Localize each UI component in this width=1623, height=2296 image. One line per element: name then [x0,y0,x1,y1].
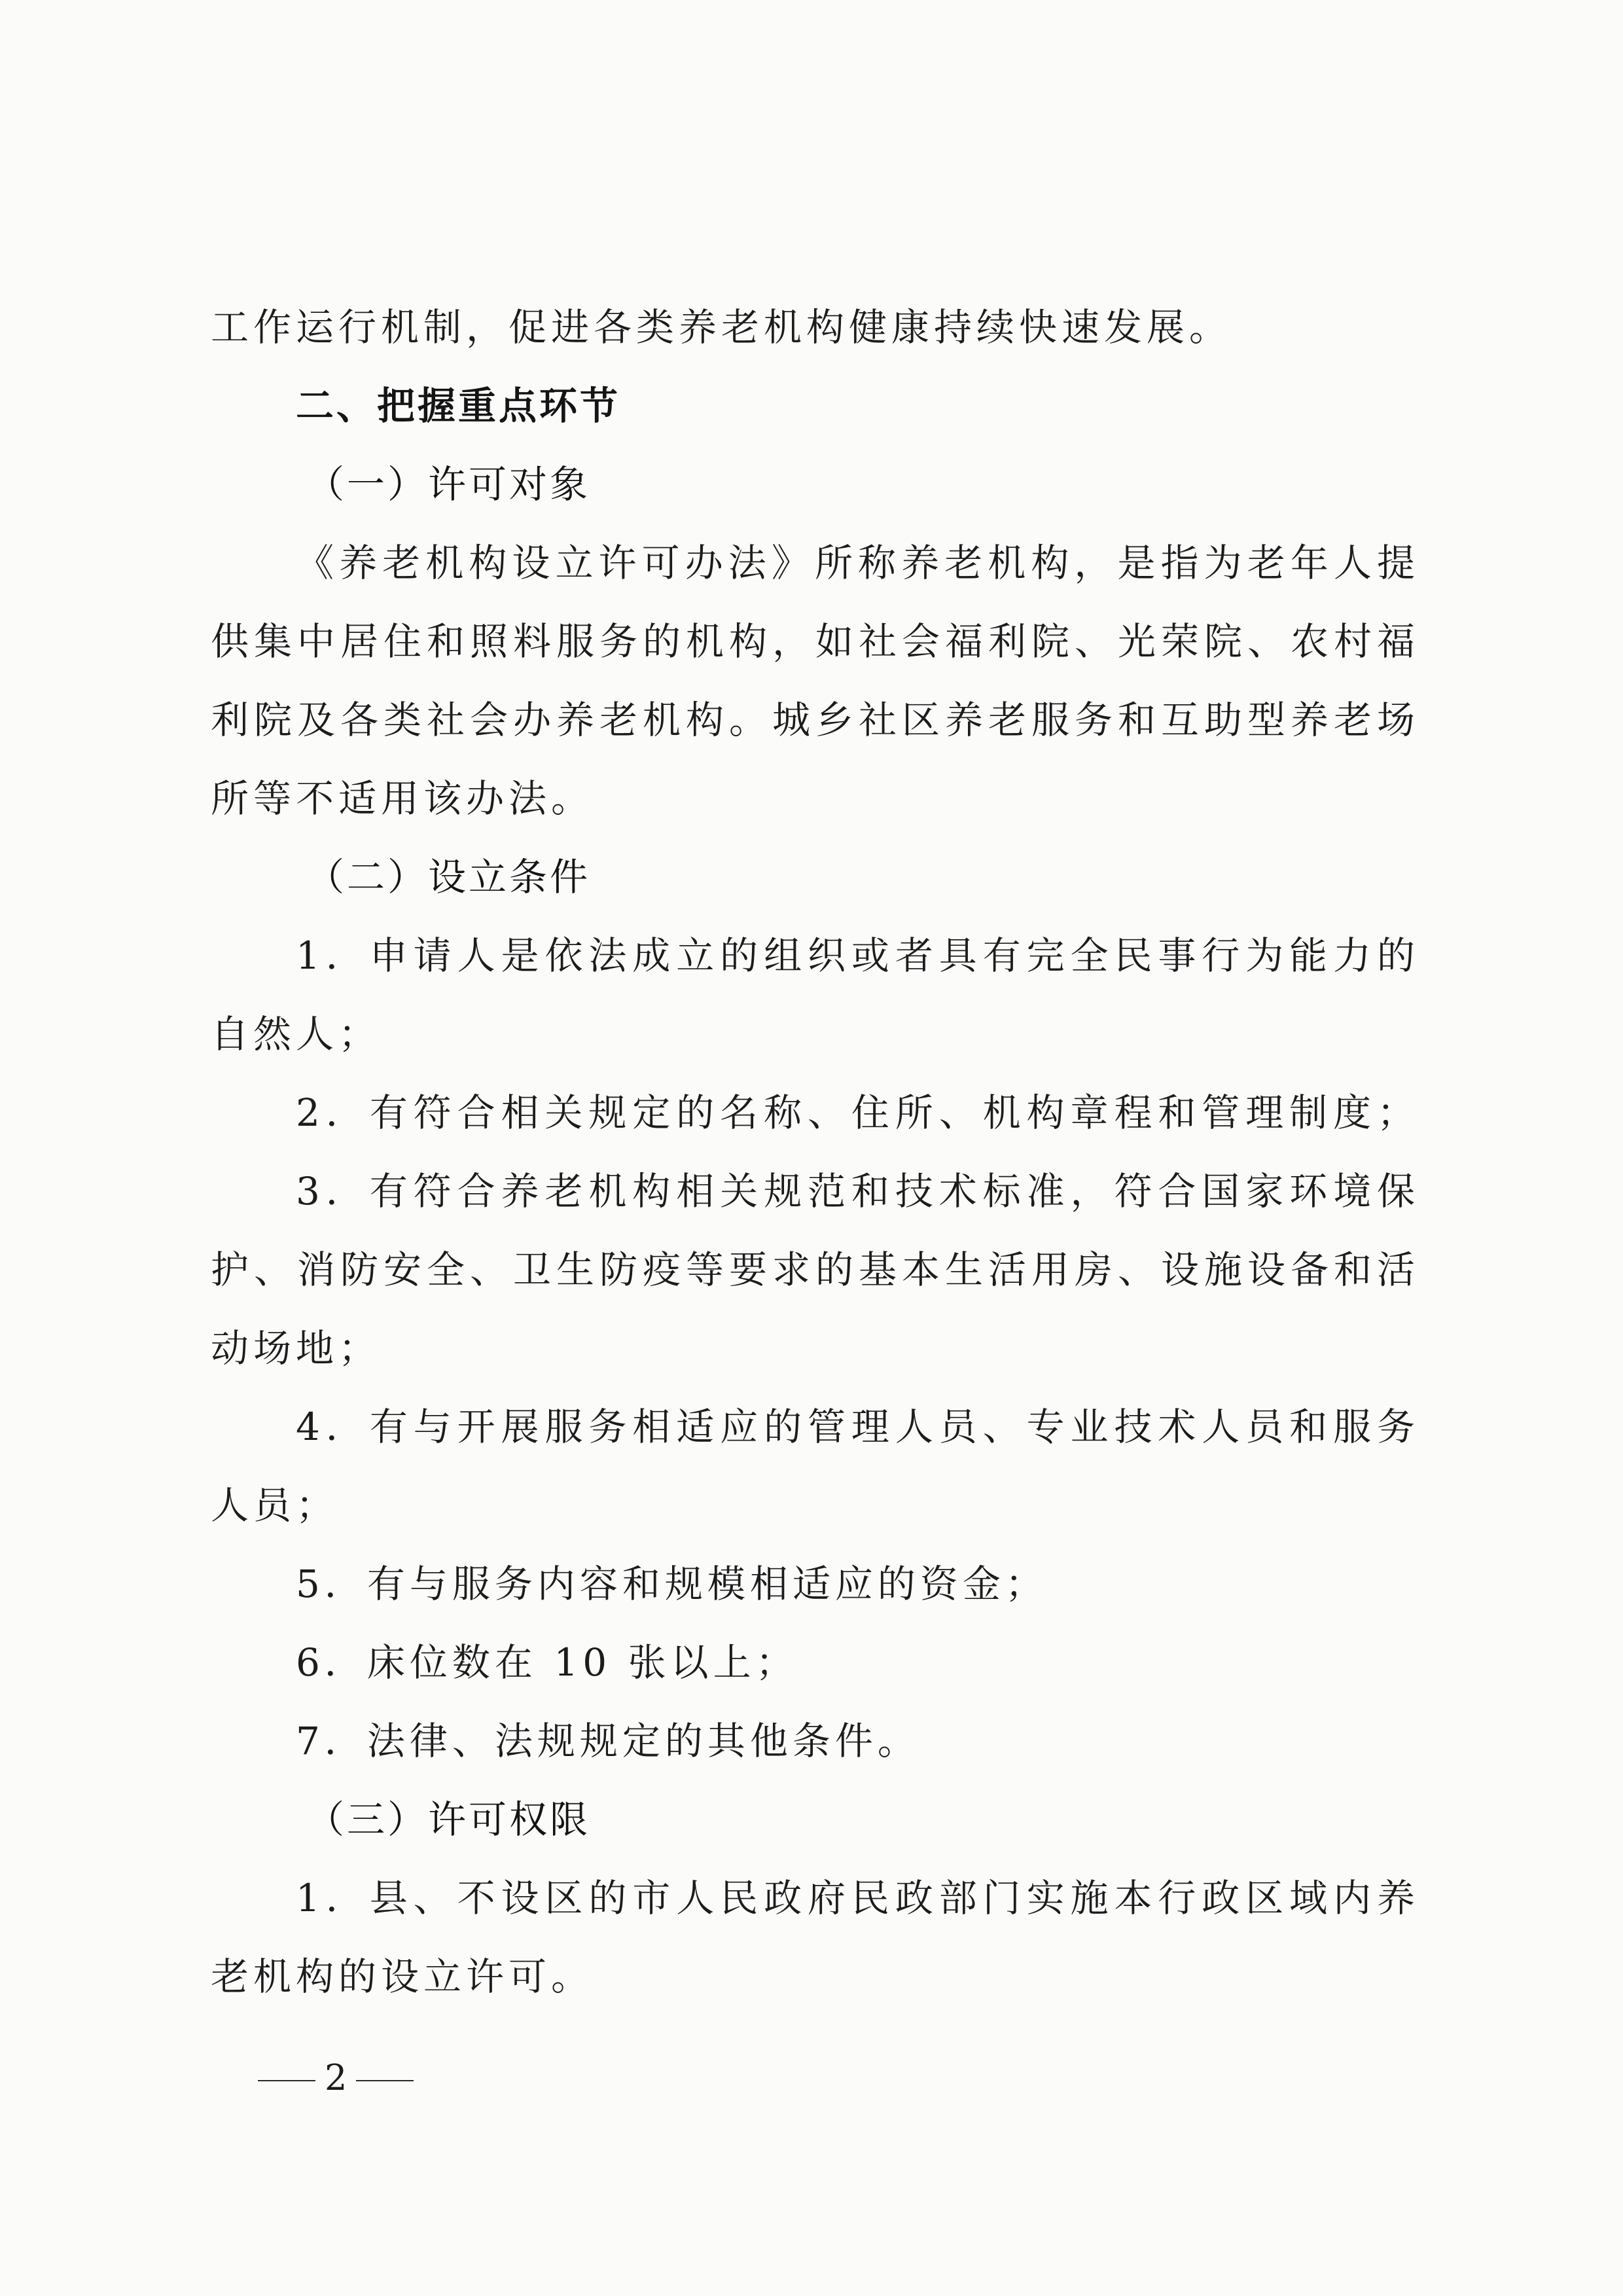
condition-item-2: 2．有符合相关规定的名称、住所、机构章程和管理制度； [296,1090,1415,1135]
condition-item-3-cont: 护、消防安全、卫生防疫等要求的基本生活用房、设施设备和活 [211,1247,1415,1292]
paragraph-line-1: 工作运行机制，促进各类养老机构健康持续快速发展。 [211,305,1232,350]
condition-item-7: 7．法律、法规规定的其他条件。 [296,1719,920,1763]
paragraph-line-2: 《养老机构设立许可办法》所称养老机构，是指为老年人提 [296,541,1415,585]
condition-item-1-cont: 自然人； [211,1012,382,1056]
condition-item-3-end: 动场地； [211,1326,382,1371]
subsection-heading-1: （一）许可对象 [306,462,591,507]
page-number [249,2055,423,2101]
subsection-heading-3: （三）许可权限 [306,1797,591,1842]
paragraph-line-3: 供集中居住和照料服务的机构，如社会福利院、光荣院、农村福 [211,619,1415,664]
page-number-value: 2 [325,2057,348,2098]
condition-item-6: 6．床位数在 10 张以上； [296,1640,798,1685]
condition-item-5: 5．有与服务内容和规模相适应的资金； [296,1562,1048,1606]
paragraph-line-5: 所等不适用该办法。 [211,776,594,821]
condition-item-4-cont: 人员； [211,1483,339,1528]
section-heading-2: 二、把握重点环节 [296,384,621,428]
page-number-right-dash [356,2080,414,2081]
page-number-left-dash [258,2080,315,2081]
authority-item-1-cont: 老机构的设立许可。 [211,1954,594,1999]
condition-item-1: 1．申请人是依法成立的组织或者具有完全民事行为能力的 [296,933,1415,978]
subsection-heading-2: （二）设立条件 [306,855,591,899]
condition-item-3: 3．有符合养老机构相关规范和技术标准，符合国家环境保 [296,1169,1415,1213]
condition-item-4: 4．有与开展服务相适应的管理人员、专业技术人员和服务 [296,1405,1415,1449]
authority-item-1: 1．县、不设区的市人民政府民政部门实施本行政区域内养 [296,1876,1415,1920]
paragraph-line-4: 利院及各类社会办养老机构。城乡社区养老服务和互助型养老场 [211,698,1415,742]
